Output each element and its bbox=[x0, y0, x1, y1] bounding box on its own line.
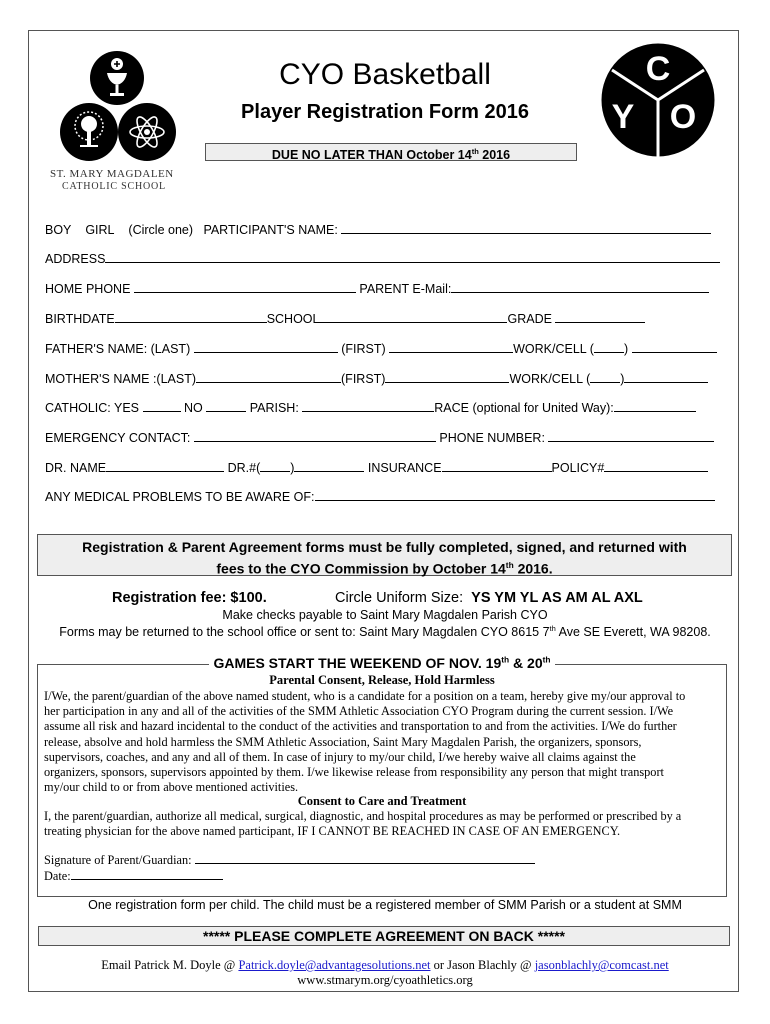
signature-field[interactable] bbox=[195, 852, 535, 864]
medical-problems-label: ANY MEDICAL PROBLEMS TO BE AWARE OF: bbox=[45, 490, 315, 504]
father-last-label: FATHER'S NAME: (LAST) bbox=[45, 342, 191, 356]
father-first-field[interactable] bbox=[389, 341, 513, 353]
mother-row: MOTHER'S NAME :(LAST) (FIRST) WORK/CELL ( ) bbox=[45, 371, 708, 386]
father-first-label: (FIRST) bbox=[341, 342, 386, 356]
school-name-line2: CATHOLIC SCHOOL bbox=[62, 181, 166, 192]
dr-number-label: DR.#( bbox=[227, 461, 261, 475]
address-row bbox=[45, 251, 720, 266]
grade-field[interactable] bbox=[555, 311, 645, 323]
emergency-contact-field[interactable] bbox=[194, 430, 436, 442]
father-row: FATHER'S NAME: (LAST) (FIRST) WORK/CELL ( ) bbox=[45, 341, 717, 356]
birthdate-field[interactable] bbox=[115, 311, 267, 323]
registration-fee: Registration fee: $100. bbox=[112, 590, 267, 606]
phone-number-field[interactable] bbox=[548, 430, 714, 442]
dr-area-code-field[interactable] bbox=[260, 460, 290, 472]
home-phone-label: HOME PHONE bbox=[45, 282, 131, 296]
cyo-logo-letter-c: C bbox=[645, 50, 671, 88]
phone-email-row bbox=[45, 281, 709, 296]
participant-name-field[interactable] bbox=[341, 222, 711, 234]
participant-row bbox=[45, 222, 711, 237]
mother-work-field[interactable] bbox=[624, 371, 708, 383]
boy-option[interactable]: BOY bbox=[45, 223, 72, 237]
catholic-yes-label: CATHOLIC: YES bbox=[45, 401, 140, 415]
cyo-logo-letter-y: Y bbox=[611, 98, 635, 136]
notice-line2: fees to the CYO Commission by October 14 bbox=[216, 560, 506, 577]
uniform-size-options[interactable]: YS YM YL AS AM AL AXL bbox=[471, 590, 643, 606]
email-link-doyle[interactable]: Patrick.doyle@advantagesolutions.net bbox=[238, 958, 431, 972]
consent-paragraph: I/We, the parent/guardian of the above named student, who is a candidate for a position on a team, hereby give my/our approval to her participation in any and all of the activities of the SMM Athletic Association CYO Program during the current session. I/We assume all risk and hazard incidental to the conduct of the activities and transportation to and from the activities. I/We do further release, absolve and hold harmless the SMM Athletic Association, Saint Mary Magdalen Parish, the organizers, sponsors, supervisors, coaches, and any and all of them. In case of injury to my/our child, I/we hereby waive all claims against the organizers, sponsors, supervisors appointed by them. I/we likewise release from responsibility any person that might transport my/our child to or from above mentioned activities. bbox=[44, 689, 686, 795]
date-label: Date: bbox=[44, 869, 71, 883]
birthdate-label: BIRTHDATE bbox=[45, 312, 115, 326]
date-row bbox=[44, 868, 223, 884]
circle-one-label: (Circle one) bbox=[128, 223, 194, 237]
address-label: ADDRESS bbox=[45, 252, 106, 266]
treatment-heading: Consent to Care and Treatment bbox=[297, 794, 467, 808]
girl-option[interactable]: GIRL bbox=[85, 223, 115, 237]
consent-heading: Parental Consent, Release, Hold Harmless bbox=[269, 673, 495, 687]
participant-name-label: PARTICIPANT'S NAME: bbox=[203, 223, 338, 237]
insurance-field[interactable] bbox=[442, 460, 552, 472]
medical-problems-field[interactable] bbox=[315, 489, 715, 501]
parish-label: PARISH: bbox=[249, 401, 299, 415]
race-label: RACE (optional for United Way): bbox=[434, 401, 614, 415]
home-phone-field[interactable] bbox=[134, 281, 356, 293]
checks-payable: Make checks payable to Saint Mary Magdalen Parish CYO bbox=[222, 608, 548, 622]
complete-agreement-banner bbox=[38, 926, 730, 946]
mother-last-field[interactable] bbox=[196, 371, 341, 383]
school-name-line1: ST. MARY MAGDALEN bbox=[50, 168, 174, 180]
catholic-row bbox=[45, 400, 696, 415]
mother-first-label: (FIRST) bbox=[341, 372, 386, 386]
email-link-blachly[interactable]: jasonblachly@comcast.net bbox=[534, 958, 669, 972]
catholic-yes-field[interactable] bbox=[143, 400, 181, 412]
catholic-no-label: NO bbox=[183, 401, 203, 415]
parent-email-label: PARENT E-Mail: bbox=[359, 282, 452, 296]
cyo-logo-letter-o: O bbox=[669, 98, 697, 136]
emergency-row bbox=[45, 430, 714, 445]
games-start: GAMES START THE WEEKEND OF NOV. 19th & 20th bbox=[37, 654, 727, 671]
uniform-size-label: Circle Uniform Size: bbox=[335, 590, 464, 606]
treatment-paragraph: I, the parent/guardian, authorize all medical, surgical, diagnostic, and hospital procedures as may be performed or prescribed by a treating physician for the above named participant, IF I CANNOT BE REACHED IN CASE OF AN EMERGENCY. bbox=[44, 809, 682, 839]
insurance-label: INSURANCE bbox=[367, 461, 442, 475]
complete-agreement-text: ***** PLEASE COMPLETE AGREEMENT ON BACK ***** bbox=[203, 928, 565, 944]
one-form-note: One registration form per child. The child must be a registered member of SMM Parish or a student at SMM bbox=[88, 898, 682, 912]
signature-row bbox=[44, 852, 535, 868]
due-date-text: DUE NO LATER THAN October 14 bbox=[271, 148, 472, 163]
policy-label: POLICY# bbox=[551, 461, 605, 475]
catholic-no-field[interactable] bbox=[206, 400, 246, 412]
dr-name-field[interactable] bbox=[106, 460, 224, 472]
parish-field[interactable] bbox=[302, 400, 434, 412]
grade-label: GRADE bbox=[507, 312, 552, 326]
mother-work-label: WORK/CELL ( bbox=[509, 372, 591, 386]
mother-first-field[interactable] bbox=[385, 371, 509, 383]
father-work-label: WORK/CELL ( bbox=[513, 342, 594, 356]
mother-area-code-field[interactable] bbox=[590, 371, 620, 383]
policy-field[interactable] bbox=[604, 460, 708, 472]
notice-line1: Registration & Parent Agreement forms must be fully completed, signed, and returned with bbox=[82, 539, 687, 555]
race-field[interactable] bbox=[614, 400, 696, 412]
medical-row bbox=[45, 489, 715, 504]
registration-notice: Registration & Parent Agreement forms must be fully completed, signed, and returned with fees to the CYO Commission by October 14th 2016. bbox=[37, 534, 732, 576]
emergency-contact-label: EMERGENCY CONTACT: bbox=[45, 431, 191, 445]
date-field[interactable] bbox=[71, 868, 223, 880]
birthdate-row bbox=[45, 311, 645, 326]
doctor-row: DR. NAME DR.#( ) INSURANCE POLICY# bbox=[45, 460, 708, 475]
return-address: Forms may be returned to the school office or sent to: Saint Mary Magdalen CYO 8615 7th Ave SE Everett, WA 98208. bbox=[59, 624, 711, 640]
page-title: CYO Basketball bbox=[279, 58, 491, 91]
page-subtitle: Player Registration Form 2016 bbox=[241, 101, 529, 123]
contact-emails: Email Patrick M. Doyle @ Patrick.doyle@advantagesolutions.net or Jason Blachly @ jasonblachly@comcast.net bbox=[101, 958, 669, 972]
father-work-field[interactable] bbox=[632, 341, 717, 353]
uniform-size-row bbox=[335, 590, 643, 606]
website-url: www.stmarym.org/cyoathletics.org bbox=[297, 973, 473, 987]
due-date-banner: DUE NO LATER THAN October 14th 2016 bbox=[205, 143, 577, 161]
school-label: SCHOOL bbox=[266, 312, 320, 326]
school-field[interactable] bbox=[319, 311, 507, 323]
dr-number-field[interactable] bbox=[294, 460, 364, 472]
parent-email-field[interactable] bbox=[451, 281, 709, 293]
address-field[interactable] bbox=[105, 251, 720, 263]
phone-number-label: PHONE NUMBER: bbox=[439, 431, 545, 445]
father-area-code-field[interactable] bbox=[594, 341, 624, 353]
father-last-field[interactable] bbox=[194, 341, 338, 353]
signature-label: Signature of Parent/Guardian: bbox=[44, 853, 192, 867]
mother-last-label: MOTHER'S NAME :(LAST) bbox=[45, 372, 197, 386]
dr-name-label: DR. NAME bbox=[45, 461, 107, 475]
